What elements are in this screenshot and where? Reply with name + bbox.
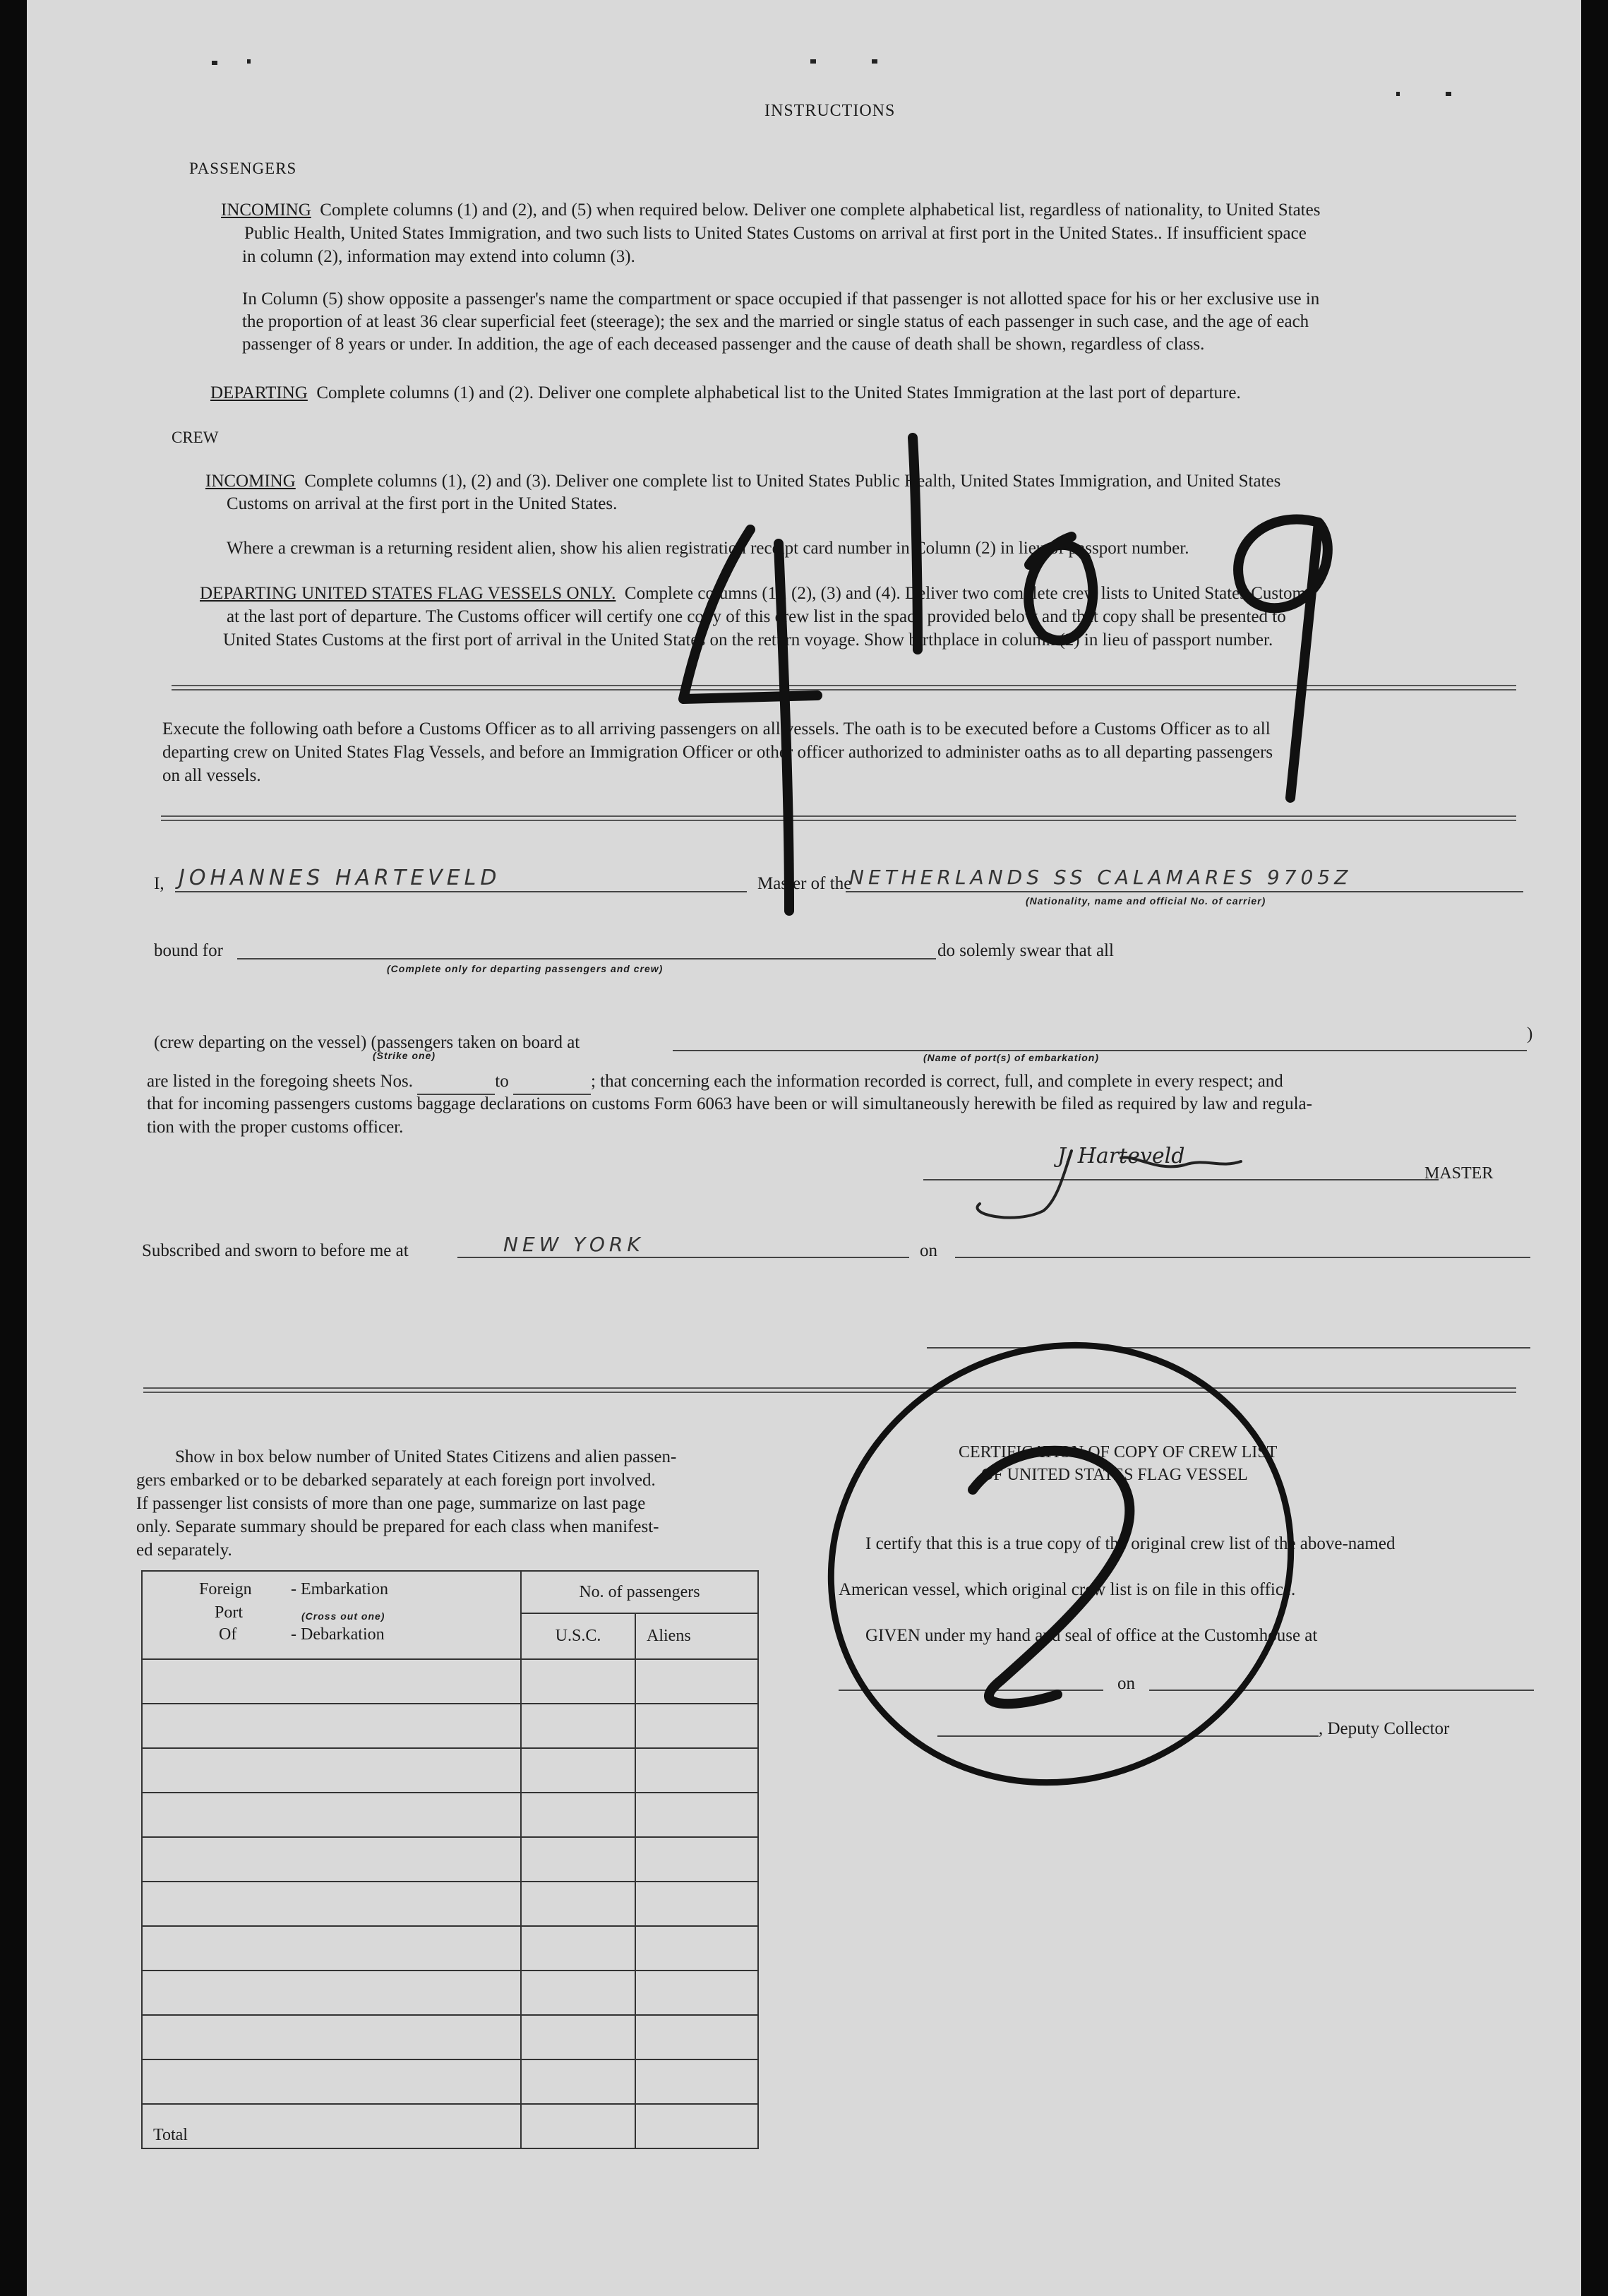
place-handwritten: NEW YORK: [503, 1233, 644, 1256]
summary-line1: Show in box below number of United States Citizens and alien passen-: [175, 1447, 677, 1466]
subscribed-label: Subscribed and sworn to before me at: [142, 1241, 409, 1260]
crew-departing-label: DEPARTING UNITED STATES FLAG VESSELS ONLY.: [200, 584, 616, 603]
vessel-caption: (Nationality, name and official No. of carrier): [1026, 895, 1266, 907]
swear-text: do solemly swear that all: [937, 941, 1114, 960]
crew-departing-text: Complete columns (1), (2), (3) and (4). Deliver two complete crew lists to United States Customs: [624, 584, 1313, 603]
crew-departing-line2: at the last port of departure. The Customs officer will certify one copy of this crew list in the space provided below and that copy shall be presented to: [227, 607, 1286, 626]
crew-departing-oath: (crew departing on the vessel) (passengers taken on board at: [154, 1033, 580, 1052]
col-cross: (Cross out one): [301, 1610, 385, 1622]
port-caption: (Name of port(s) of embarkation): [923, 1052, 1100, 1063]
crew-departing-line3: United States Customs at the first port of arrival in the United States on the return voyage. Show birthplace in column (2) in lieu of passport number.: [223, 630, 1273, 650]
column5-line2: the proportion of at least 36 clear superficial feet (steerage); the sex and the married or single status of each passenger in such case, and the age of each: [242, 312, 1309, 331]
bound-for-label: bound for: [154, 941, 223, 960]
summary-line4: only. Separate summary should be prepared for each class when manifest-: [136, 1517, 659, 1536]
listed-line3: tion with the proper customs officer.: [147, 1118, 404, 1137]
departing-text: Complete columns (1) and (2). Deliver one complete alphabetical list to the United States Immigration at the last port of departure.: [316, 383, 1241, 402]
master-label: MASTER: [1424, 1164, 1494, 1183]
col-debark: - Debarkation: [291, 1625, 385, 1644]
incoming-text: Complete columns (1) and (2), and (5) when required below. Deliver one complete alphabetical list, regardless of nationality, to United States: [320, 201, 1321, 220]
listed-line2: that for incoming passengers customs baggage declarations on customs Form 6063 have been or will simultaneously herewith be filed as required by law and regula-: [147, 1094, 1312, 1113]
cert-line1: I certify that this is a true copy of the original crew list of the above-named: [865, 1534, 1396, 1553]
master-of-label: Master of the: [757, 874, 852, 893]
passengers-incoming-line3: in column (2), information may extend into column (3).: [242, 247, 635, 266]
summary-line5: ed separately.: [136, 1541, 232, 1560]
crew-heading: CREW: [172, 429, 219, 446]
passengers-heading: PASSENGERS: [189, 160, 297, 177]
cert-line3: GIVEN under my hand and seal of office at the Customhouse at: [865, 1626, 1318, 1645]
oath-intro-line1: Execute the following oath before a Customs Officer as to all arriving passengers on all vessels. The oath is to be executed before a Customs Officer as to all: [162, 719, 1271, 739]
departing-label: DEPARTING: [210, 383, 308, 402]
col-of: Of: [219, 1625, 237, 1644]
handwritten-overlay: [27, 0, 1581, 2296]
digit-9-stroke: [1238, 520, 1328, 798]
circled-number-strokes: [759, 1270, 1363, 1858]
strike-caption: (Strike one): [373, 1050, 436, 1061]
large-number-text: [944, 1045, 946, 1046]
digit-2-stroke: [973, 1451, 1129, 1704]
incoming-label: INCOMING: [221, 201, 311, 220]
crewman-text: Where a crewman is a returning resident alien, show his alien registration receipt card number in Column (2) in lieu of passport number.: [227, 539, 1189, 558]
cert-line2: American vessel, which original crew list is on file in this office.: [839, 1580, 1296, 1599]
bound-caption: (Complete only for departing passengers and crew): [387, 963, 664, 974]
aliens-header: Aliens: [635, 1613, 758, 1659]
summary-line2: gers embarked or to be debarked separately at each foreign port involved.: [136, 1471, 656, 1490]
oath-intro-line3: on all vessels.: [162, 766, 261, 785]
passengers-incoming-line2: Public Health, United States Immigration, and two such lists to United States Customs on arrival at first port in the United States.. If insufficient space: [244, 224, 1307, 243]
total-label: Total: [142, 2104, 521, 2148]
oath-intro-line2: departing crew on United States Flag Vessels, and before an Immigration Officer or other officer authorized to administer oaths as to all departing passengers: [162, 743, 1273, 762]
cert-heading2: OF UNITED STATES FLAG VESSEL: [981, 1466, 1248, 1484]
crew-incoming-label: INCOMING: [205, 472, 296, 491]
digit-1-stroke: [913, 438, 918, 650]
cert-on-label: on: [1117, 1674, 1135, 1693]
circle-stroke: [759, 1270, 1363, 1858]
deputy-label: , Deputy Collector: [1319, 1719, 1450, 1738]
summary-line3: If passenger list consists of more than one page, summarize on last page: [136, 1494, 646, 1513]
col-port: Port: [215, 1603, 244, 1622]
listed-sheets-label: are listed in the foregoing sheets Nos.: [147, 1072, 413, 1091]
digit-4-stem: [779, 544, 789, 911]
close-paren: ): [1527, 1024, 1533, 1044]
on-label: on: [920, 1241, 937, 1260]
circled-number-text: [944, 1052, 945, 1053]
listed-line1-rest: ; that concerning each the information recorded is correct, full, and complete in every respect; and: [590, 1072, 1283, 1091]
usc-header: U.S.C.: [521, 1613, 635, 1659]
col-foreign: Foreign: [199, 1580, 252, 1598]
column5-line1: In Column (5) show opposite a passenger's name the compartment or space occupied if that passenger is not allotted space for his or her exclusive use in: [242, 289, 1320, 309]
instructions-title: INSTRUCTIONS: [764, 102, 896, 120]
crew-incoming-text: Complete columns (1), (2) and (3). Deliver one complete list to United States Public Health, United States Immigration, and United States: [304, 472, 1281, 491]
num-passengers-header: No. of passengers: [521, 1571, 758, 1613]
col-embark: - Embarkation: [291, 1580, 388, 1598]
column5-line3: passenger of 8 years or under. In addition, the age of each deceased passenger and the cause of death shall be shown, regardless of class.: [242, 335, 1205, 354]
crew-incoming-line2: Customs on arrival at the first port in the United States.: [227, 494, 618, 513]
cert-heading1: CERTIFICATION OF COPY OF CREW LIST: [959, 1443, 1278, 1461]
master-signature: J. Harteveld: [1057, 1144, 1185, 1168]
manifest-page: [27, 0, 1581, 2296]
digit-4-stroke: [683, 530, 817, 699]
large-number-strokes: [683, 438, 1328, 911]
listed-to-label: to: [495, 1072, 509, 1091]
digit-0-stroke: [1028, 537, 1093, 640]
vessel-handwritten: NETHERLANDS SS CALAMARES 9705Z: [849, 866, 1352, 889]
oath-i-label: I,: [154, 874, 164, 893]
master-name-handwritten: JOHANNES HARTEVELD: [179, 866, 501, 890]
